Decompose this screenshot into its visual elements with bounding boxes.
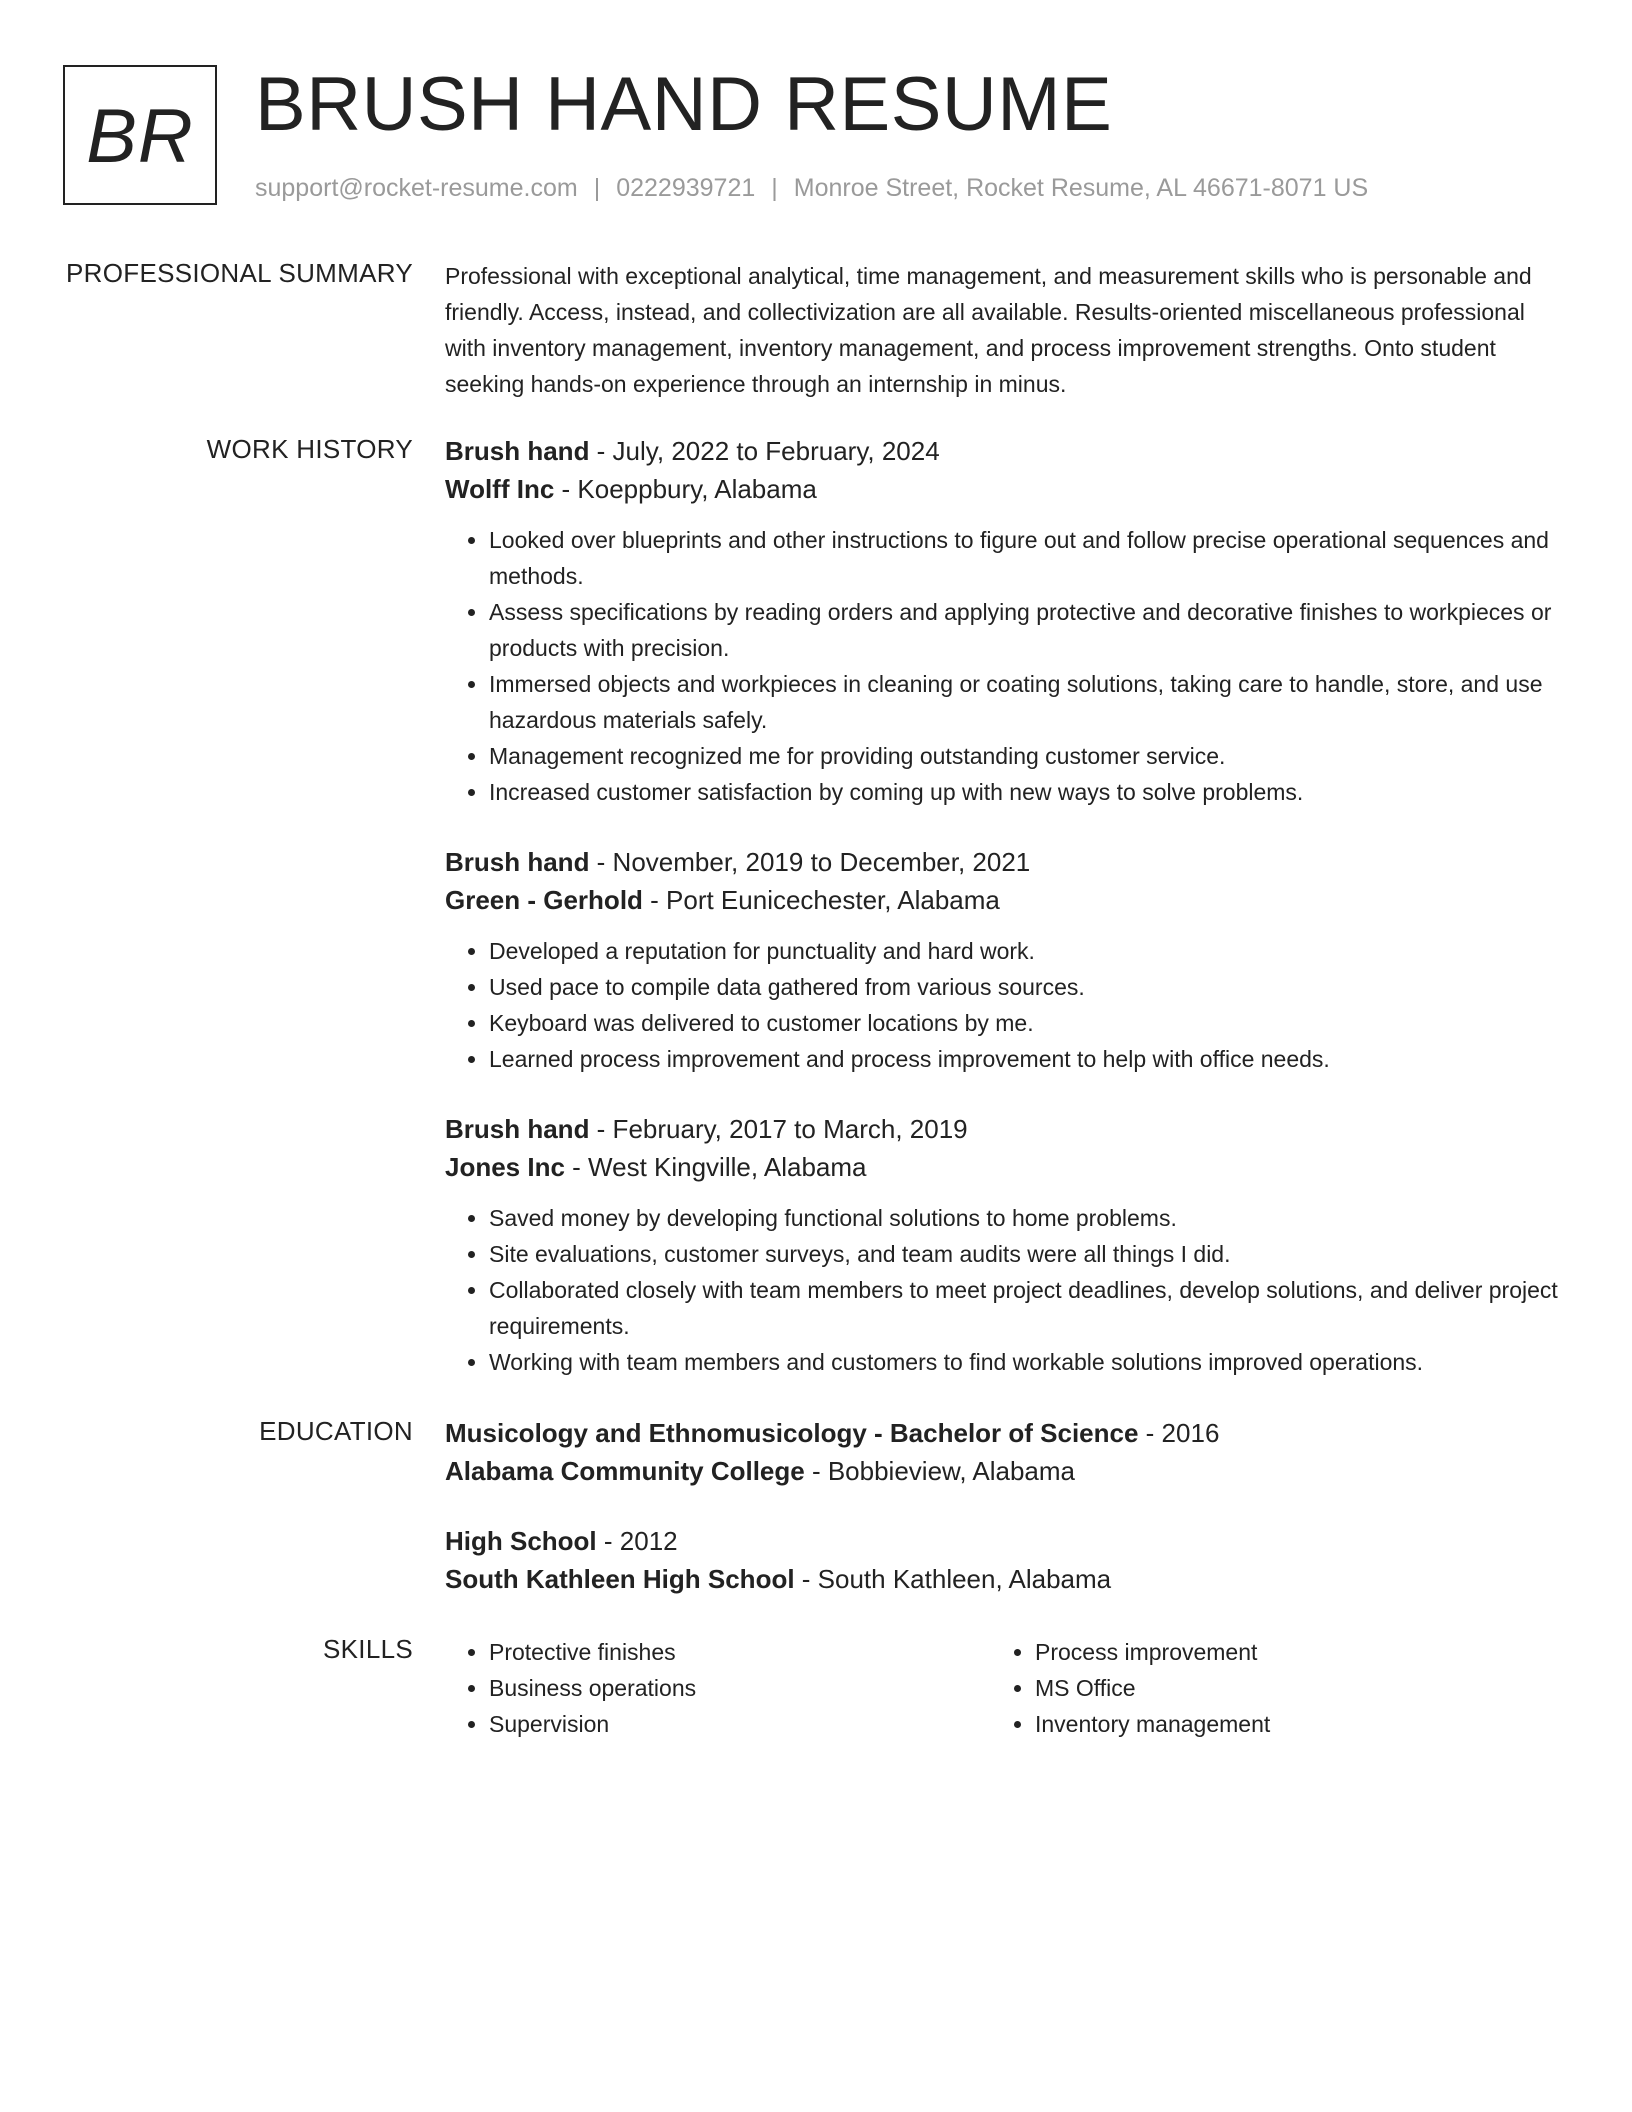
duty-item: • Saved money by developing functional solutions to home problems. bbox=[489, 1200, 1565, 1236]
resume-header bbox=[63, 62, 1563, 211]
summary-heading: PROFESSIONAL SUMMARY bbox=[66, 258, 413, 288]
skills-column-right bbox=[991, 1634, 1511, 1742]
duty-item: • Site evaluations, customer surveys, and team audits were all things I did. bbox=[489, 1236, 1565, 1272]
job-title-line bbox=[445, 843, 1565, 881]
education-heading: EDUCATION bbox=[259, 1416, 413, 1446]
duty-item: • Working with team members and customers to find workable solutions improved operations. bbox=[489, 1344, 1565, 1380]
job-company-line bbox=[445, 470, 1565, 508]
summary-text: Professional with exceptional analytical, time management, and measurement skills who is personable and friendly. Access, instead, and collectivization are all available. Results-oriented miscellaneous professional with inventory management, inventory management, and process improvement strengths. Onto student seeking hands-on experience through an internship in minus. bbox=[445, 263, 1532, 397]
duty-item: • Looked over blueprints and other instructions to figure out and follow precise operational sequences and methods. bbox=[489, 522, 1565, 594]
contact-separator: | bbox=[593, 174, 601, 202]
job-role: Brush hand bbox=[445, 1114, 590, 1144]
education-degree-line bbox=[445, 1414, 1565, 1452]
job-company: Jones Inc bbox=[445, 1152, 565, 1182]
contact-phone: 0222939721 bbox=[616, 174, 756, 202]
job-role: Brush hand bbox=[445, 847, 590, 877]
skill-item: • Supervision bbox=[489, 1706, 965, 1742]
monogram-box bbox=[63, 65, 217, 205]
job-location: - West Kingville, Alabama bbox=[564, 1152, 867, 1182]
education-year: - 2016 bbox=[1138, 1418, 1220, 1448]
duty-item: • Assess specifications by reading orders and applying protective and decorative finishes to workpieces or products with precision. bbox=[489, 594, 1565, 666]
education-entry bbox=[445, 1522, 1565, 1598]
duty-item: • Immersed objects and workpieces in cleaning or coating solutions, taking care to handle, store, and use hazardous materials safely. bbox=[489, 666, 1565, 738]
work-history-heading: WORK HISTORY bbox=[206, 434, 413, 464]
contact-email: support@rocket-resume.com bbox=[255, 174, 578, 202]
duty-item: • Increased customer satisfaction by coming up with new ways to solve problems. bbox=[489, 774, 1565, 810]
education-location: - South Kathleen, Alabama bbox=[794, 1564, 1112, 1594]
monogram-initials: BR bbox=[86, 93, 194, 179]
education-degree: Musicology and Ethnomusicology - Bachelor of Science bbox=[445, 1418, 1139, 1448]
job-location: - Port Eunicechester, Alabama bbox=[642, 885, 1000, 915]
duty-item: • Developed a reputation for punctuality and hard work. bbox=[489, 933, 1565, 969]
education-degree-line bbox=[445, 1522, 1565, 1560]
education-degree: High School bbox=[445, 1526, 597, 1556]
job-dates: - November, 2019 to December, 2021 bbox=[589, 847, 1031, 877]
job-dates: - July, 2022 to February, 2024 bbox=[589, 436, 940, 466]
job-title-line bbox=[445, 432, 1565, 470]
job-entry bbox=[445, 843, 1565, 1077]
job-entry bbox=[445, 1110, 1565, 1380]
skill-item: • Inventory management bbox=[1035, 1706, 1511, 1742]
job-role: Brush hand bbox=[445, 436, 590, 466]
job-duties bbox=[445, 1200, 1565, 1380]
job-entry bbox=[445, 432, 1565, 810]
job-duties bbox=[445, 933, 1565, 1077]
contact-address: Monroe Street, Rocket Resume, AL 46671-8071 US bbox=[793, 174, 1369, 202]
skills-column-left bbox=[445, 1634, 965, 1742]
duty-item: • Used pace to compile data gathered from various sources. bbox=[489, 969, 1565, 1005]
resume-name: BRUSH HAND RESUME bbox=[255, 62, 1113, 147]
skill-item: • Business operations bbox=[489, 1670, 965, 1706]
skill-item: • Protective finishes bbox=[489, 1634, 965, 1670]
job-company-line bbox=[445, 881, 1565, 919]
skill-item: • MS Office bbox=[1035, 1670, 1511, 1706]
job-location: - Koeppbury, Alabama bbox=[554, 474, 817, 504]
job-title-line bbox=[445, 1110, 1565, 1148]
education-school-line bbox=[445, 1560, 1565, 1598]
skills-heading: SKILLS bbox=[323, 1634, 413, 1664]
duty-item: • Learned process improvement and process improvement to help with office needs. bbox=[489, 1041, 1565, 1077]
education-year: - 2012 bbox=[596, 1526, 678, 1556]
education-school-line bbox=[445, 1452, 1565, 1490]
contact-separator: | bbox=[771, 174, 778, 202]
job-duties bbox=[445, 522, 1565, 810]
duty-item: • Keyboard was delivered to customer locations by me. bbox=[489, 1005, 1565, 1041]
duty-item: • Collaborated closely with team members to meet project deadlines, develop solutions, and deliver project requirements. bbox=[489, 1272, 1565, 1344]
contact-line bbox=[255, 174, 1368, 203]
education-school: Alabama Community College bbox=[445, 1456, 805, 1486]
skill-item: • Process improvement bbox=[1035, 1634, 1511, 1670]
education-entry bbox=[445, 1414, 1565, 1490]
job-dates: - February, 2017 to March, 2019 bbox=[589, 1114, 968, 1144]
job-company: Green - Gerhold bbox=[445, 885, 643, 915]
education-location: - Bobbieview, Alabama bbox=[804, 1456, 1076, 1486]
job-company-line bbox=[445, 1148, 1565, 1186]
education-school: South Kathleen High School bbox=[445, 1564, 795, 1594]
job-company: Wolff Inc bbox=[445, 474, 555, 504]
duty-item: • Management recognized me for providing outstanding customer service. bbox=[489, 738, 1565, 774]
